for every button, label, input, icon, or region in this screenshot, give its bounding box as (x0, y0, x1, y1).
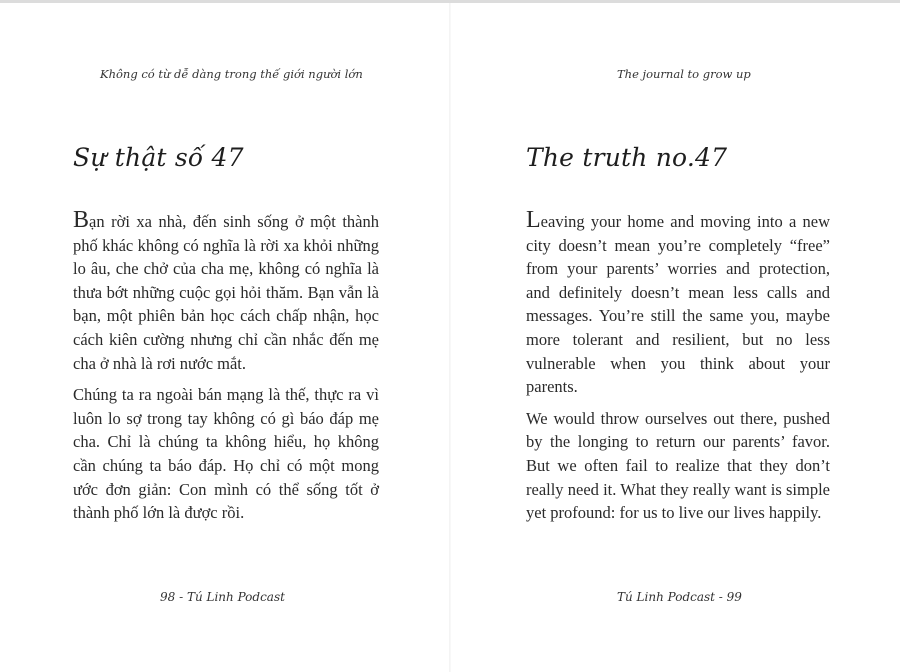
left-page-number: 98 - Tú Linh Podcast (160, 590, 285, 604)
right-paragraph-1-text: eaving your home and moving into a new city doesn’t mean you’re completely “free” from your parents’ worries and protection, and definitely doesn’t mean less calls and messages. You’re still the same you, maybe more tolerant and resilient, but no less vulnerable when you think about your parents. (526, 212, 830, 397)
right-paragraph-1 (526, 208, 830, 399)
left-running-head: Không có từ dễ dàng trong thế giới người lớn (100, 67, 363, 81)
right-body-text (526, 208, 830, 533)
left-paragraph-2: Chúng ta ra ngoài bán mạng là thế, thực ra vì luôn lo sợ trong tay không có gì báo đáp mẹ cha. Chỉ là chúng ta không hiểu, họ không cần chúng ta báo đáp. Họ chỉ có một mong ước đơn giản: Con mình có thể sống tốt ở thành phố lớn là được rồi. (73, 385, 379, 523)
left-dropcap: B (73, 207, 90, 233)
right-chapter-title: The truth no.47 (526, 143, 728, 172)
right-dropcap: L (526, 207, 541, 233)
right-paragraph-2: We would throw ourselves out there, pushed by the longing to return our parents’ favor. But we often fail to realize that they don’t really need it. What they really want is simple yet profound: for us to live our lives happily. (526, 408, 830, 523)
left-body-text (73, 208, 379, 533)
left-paragraph-1 (73, 208, 379, 375)
left-paragraph-1-text: ạn rời xa nhà, đến sinh sống ở một thành phố khác không có nghĩa là rời xa khỏi những lo âu, che chở của cha mẹ, không có nghĩa là thưa bớt những cuộc gọi hỏi thăm. Bạn vẫn là bạn, một phiên bản học cách chấp nhận, học cách kiên cường nhưng chỉ cần nhắc đến mẹ cha ở nhà là rơi nước mắt. (73, 212, 379, 373)
left-chapter-title: Sự thật số 47 (73, 143, 244, 172)
page-gutter (449, 3, 451, 672)
right-running-head: The journal to grow up (617, 67, 751, 81)
right-page (450, 3, 900, 672)
left-page (0, 3, 450, 672)
right-page-number: Tú Linh Podcast - 99 (617, 590, 742, 604)
